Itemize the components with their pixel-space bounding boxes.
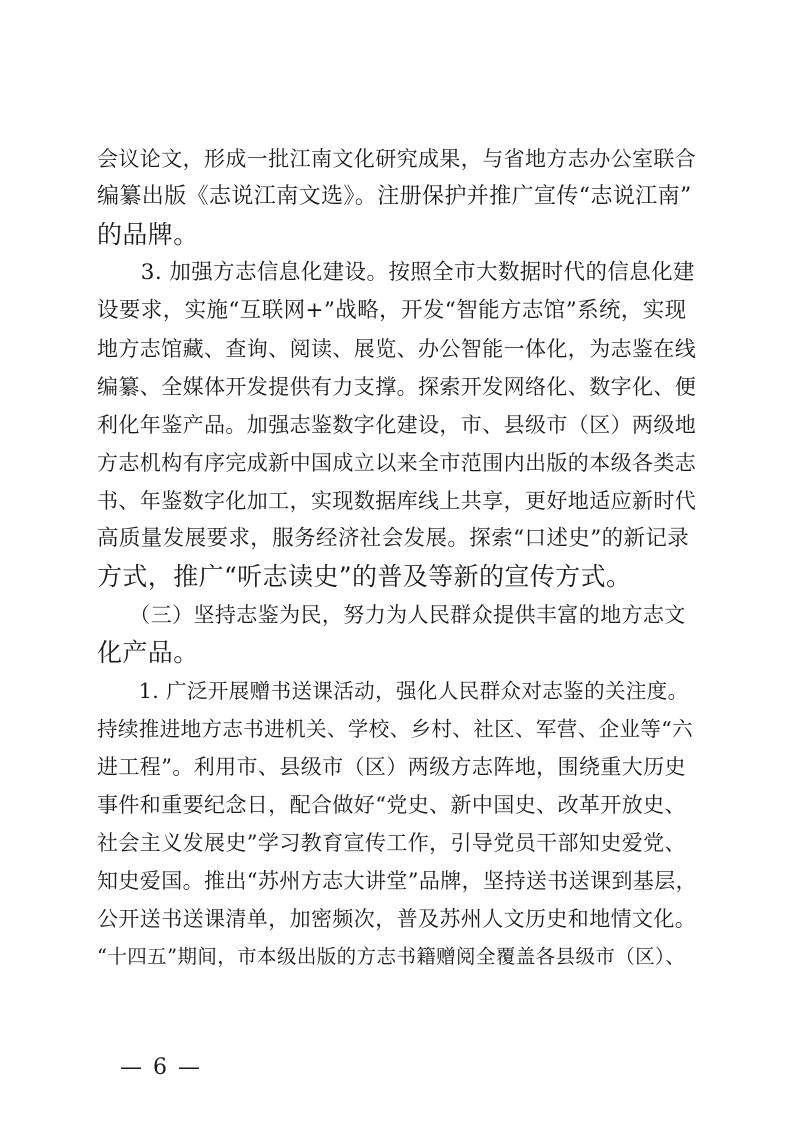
section-heading-line: 化产品。 <box>97 638 199 667</box>
body-line: 编纂、全媒体开发提供有力支撑。探索开发网络化、数字化、便 <box>97 375 697 399</box>
body-line: 书、年鉴数字化加工，实现数据库线上共享，更好地适应新时代 <box>97 489 697 513</box>
body-line: 方式，推广“听志读史”的普及等新的宣传方式。 <box>97 562 632 591</box>
body-line: 社会主义发展史”学习教育宣传工作，引导党员干部知史爱党、 <box>97 831 686 855</box>
body-line: 地方志馆藏、查询、阅读、展览、办公智能一体化，为志鉴在线 <box>97 337 697 361</box>
body-line: 持续推进地方志书进机关、学校、乡村、社区、军营、企业等“六 <box>97 717 694 741</box>
body-line: 进工程”。利用市、县级市（区）两级方志阵地，围绕重大历史 <box>97 755 686 779</box>
body-line: 3. 加强方志信息化建设。按照全市大数据时代的信息化建 <box>97 260 695 285</box>
page-number: — 6 — <box>120 1055 202 1080</box>
body-line: 公开送书送课清单，加密频次，普及苏州人文历史和地情文化。 <box>97 907 697 931</box>
body-line: 的品牌。 <box>97 220 199 249</box>
body-line: 利化年鉴产品。加强志鉴数字化建设，市、县级市（区）两级地 <box>97 413 697 437</box>
body-line: 高质量发展要求，服务经济社会发展。探索“口述史”的新记录 <box>97 526 690 551</box>
body-line: 1. 广泛开展赠书送课活动，强化人民群众对志鉴的关注度。 <box>97 679 689 703</box>
body-line: “十四五”期间，市本级出版的方志书籍赠阅全覆盖各县级市（区）、 <box>97 945 686 968</box>
section-heading-line: （三）坚持志鉴为民，努力为人民群众提供丰富的地方志文 <box>97 603 686 627</box>
body-line: 编纂出版《志说江南文选》。注册保护并推广宣传“志说江南” <box>97 184 692 209</box>
body-line: 方志机构有序完成新中国成立以来全市范围内出版的本级各类志 <box>97 451 697 475</box>
body-line: 会议论文，形成一批江南文化研究成果，与省地方志办公室联合 <box>97 147 697 171</box>
body-line: 知史爱国。推出“苏州方志大讲堂”品牌，坚持送书送课到基层， <box>97 869 698 893</box>
body-line: 事件和重要纪念日，配合做好“党史、新中国史、改革开放史、 <box>97 793 686 817</box>
body-line: 设要求，实施“互联网+”战略，开发“智能方志馆”系统，实现 <box>97 298 687 323</box>
